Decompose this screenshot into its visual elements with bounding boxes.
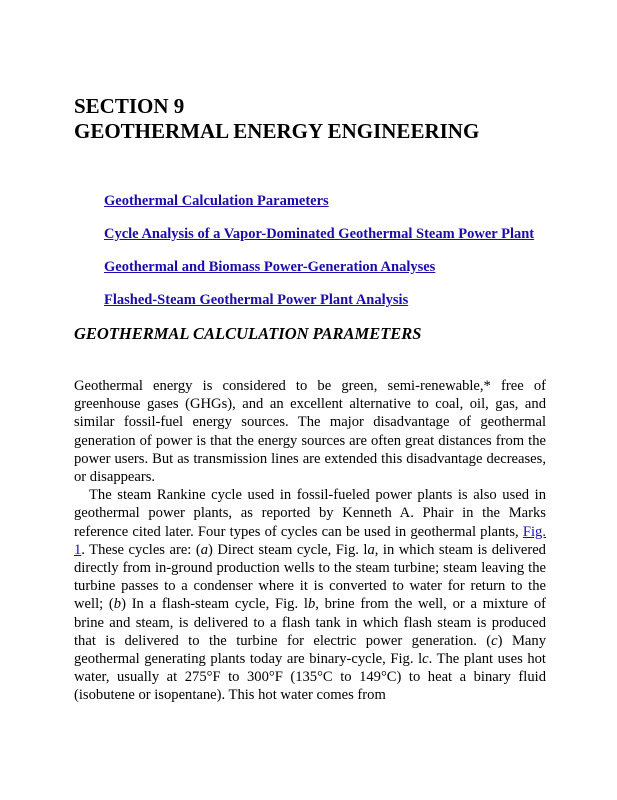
text-run: ) Many geothermal generating plants today are binary-cycle, Fig. l [74,632,546,668]
subsection-heading: GEOTHERMAL CALCULATION PARAMETERS [74,324,422,343]
text-run: . The plant uses hot water, usually at 275°F to 300°F (135°C to 149°C) to heat a binary fluid (isobutene or isopentane). This hot water comes from [74,651,546,704]
italic-label: a [367,541,375,558]
text-run: . These cycles are: ( [81,541,201,558]
text-run: The steam Rankine cycle used in fossil-fueled power plants is also used in geothermal power plants, as reported by Kenneth A. Phair in the Marks reference cited later. Four types of cycles can be used in geothermal plants, [74,487,546,540]
italic-label: c [491,632,498,649]
italic-label: b [113,596,122,613]
italic-label: c [422,651,429,668]
text-run: ) Direct steam cycle, Fig. l [208,541,368,558]
section-heading [74,94,546,144]
italic-label: b [307,596,316,613]
toc-link-biomass-analyses[interactable]: Geothermal and Biomass Power-Generation Analyses [104,259,436,275]
text-run: ) In a flash-steam cycle, Fig. l [121,596,308,613]
toc-link-calculation-parameters[interactable]: Geothermal Calculation Parameters [104,193,329,209]
body-text [74,377,546,705]
table-of-contents [74,192,546,309]
italic-label: a [200,541,209,558]
fig-1-link[interactable]: Fig. 1 [74,523,546,558]
toc-link-flashed-steam[interactable]: Flashed-Steam Geothermal Power Plant Analysis [104,292,409,308]
paragraph-1: Geothermal energy is considered to be green, semi-renewable,* free of greenhouse gases (GHGs), and an excellent alternative to coal, oil, gas, and similar fossil-fuel energy sources. The major disadvantage of geothermal generation of power is that the energy sources are often great distances from the power users. But as transmission lines are extended this disadvantage decreases, or disappears. [74,378,546,486]
section-number: SECTION 9 [74,94,185,118]
toc-link-vapor-dominated-cycle[interactable]: Cycle Analysis of a Vapor-Dominated Geothermal Steam Power Plant [104,226,535,242]
section-title: GEOTHERMAL ENERGY ENGINEERING [74,119,480,143]
text-run: , brine from the well, or a mixture of brine and steam, is delivered to a flash tank in which flash steam is produced that is delivered to the turbine for electric power generation. ( [74,596,546,649]
text-run: , in which steam is delivered directly from in-ground production wells to the steam turbine; steam leaving the turbine passes to a condenser where it is converted to water for return to the well; ( [74,541,546,613]
document-page [74,94,546,705]
paragraph-2 [74,486,546,704]
